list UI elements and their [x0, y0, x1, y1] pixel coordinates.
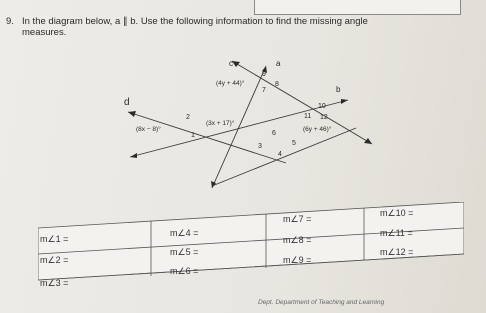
line-lower — [212, 128, 356, 186]
angle-7: 7 — [262, 87, 266, 94]
answer-m5[interactable]: m∠5 = — [170, 247, 199, 257]
answer-m4[interactable]: m∠4 = — [170, 228, 199, 238]
angle-4: 4 — [278, 151, 282, 158]
angle-1: 1 — [191, 132, 195, 139]
answer-m1[interactable]: m∠1 = — [40, 234, 69, 244]
answer-m6[interactable]: m∠6 = — [170, 266, 199, 276]
expr-3x-17: (3x + 17)° — [206, 120, 235, 127]
angle-5: 5 — [292, 140, 296, 147]
angle-6: 6 — [272, 130, 276, 137]
answer-m3[interactable]: m∠3 = — [40, 278, 69, 288]
angle-2: 2 — [186, 114, 190, 121]
answer-m10[interactable]: m∠10 = — [380, 208, 414, 218]
problem-text-line1: In the diagram below, a ∥ b. Use the following information to find the missing angle — [22, 16, 368, 27]
answer-m11[interactable]: m∠11 = — [380, 228, 413, 238]
problem-number: 9. — [6, 16, 14, 27]
arrowheads — [128, 61, 372, 188]
angle-9: 9 — [262, 71, 266, 78]
answer-m7[interactable]: m∠7 = — [283, 214, 312, 224]
angle-12: 12 — [320, 114, 328, 121]
answer-m12[interactable]: m∠12 = — [380, 247, 414, 257]
answer-m2[interactable]: m∠2 = — [40, 255, 69, 265]
expr-4y-44: (4y + 44)° — [216, 80, 245, 87]
line-c — [232, 61, 372, 144]
expr-8x-8: (8x − 8)° — [136, 126, 161, 133]
label-b: b — [336, 85, 341, 94]
angle-11: 11 — [304, 113, 312, 120]
footer-credit: Dept. Department of Teaching and Learning — [258, 299, 385, 306]
expr-6y-46: (6y + 46)° — [303, 126, 332, 133]
label-a: a — [276, 59, 281, 68]
label-c: c — [229, 59, 233, 68]
angle-3: 3 — [258, 143, 262, 150]
label-d: d — [124, 97, 130, 108]
angle-8: 8 — [275, 81, 279, 88]
answer-m8[interactable]: m∠8 = — [283, 235, 312, 245]
answer-m9[interactable]: m∠9 = — [283, 255, 312, 265]
problem-text-line2: measures. — [22, 27, 67, 38]
angle-10: 10 — [318, 103, 326, 110]
